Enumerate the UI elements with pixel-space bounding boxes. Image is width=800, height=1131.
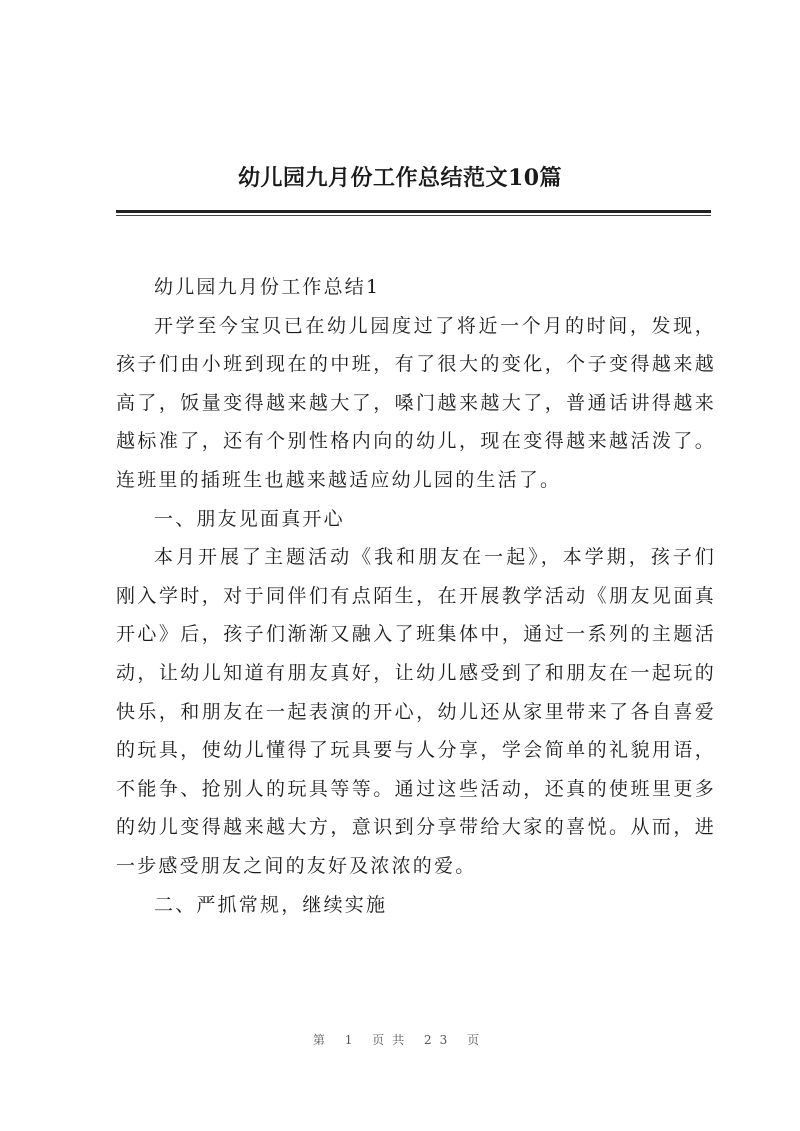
document-body <box>116 268 716 924</box>
paragraph: 开学至今宝贝已在幼儿园度过了将近一个月的时间，发现，孩子们由小班到现在的中班，有了很大的变化，个子变得越来越高了，饭量变得越来越大了，嗓门越来越大了，普通话讲得越来越标准了，还有个别性格内向的幼儿，现在变得越来越活泼了。连班里的插班生也越来越适应幼儿园的生活了。 <box>116 314 716 491</box>
title-divider-thin <box>116 215 711 216</box>
document-title: 幼儿园九月份工作总结范文10篇 <box>237 165 563 191</box>
title-divider <box>116 210 711 213</box>
page-number: 第 1 页共 23 页 <box>312 1033 488 1047</box>
section-heading: 幼儿园九月份工作总结1 <box>154 276 381 298</box>
section-heading: 一、朋友见面真开心 <box>154 507 345 530</box>
section-heading: 二、严抓常规，继续实施 <box>154 893 388 916</box>
paragraph: 本月开展了主题活动《我和朋友在一起》，本学期，孩子们刚入学时，对于同伴们有点陌生，在开展教学活动《朋友见面真开心》后，孩子们渐渐又融入了班集体中，通过一系列的主题活动，让幼儿知道有朋友真好，让幼儿感受到了和朋友在一起玩的快乐，和朋友在一起表演的开心，幼儿还从家里带来了各自喜爱的玩具，使幼儿懂得了玩具要与人分享，学会简单的礼貌用语，不能争、抢别人的玩具等等。通过这些活动，还真的使班里更多的幼儿变得越来越大方，意识到分享带给大家的喜悦。从而，进一步感受朋友之间的友好及浓浓的爱。 <box>116 546 716 877</box>
